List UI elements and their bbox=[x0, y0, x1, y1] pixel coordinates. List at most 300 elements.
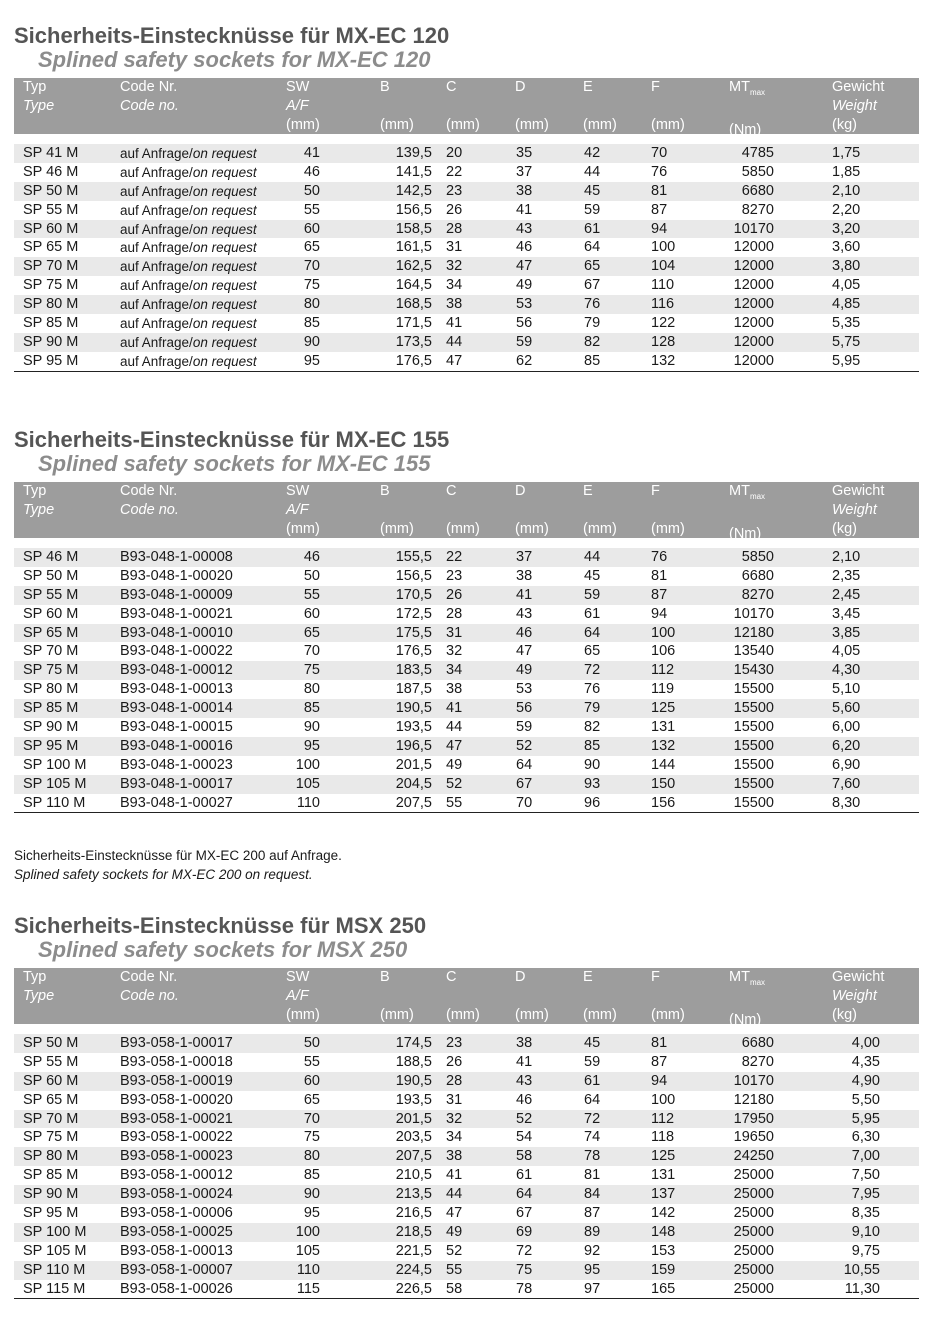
cell-weight: 6,20 bbox=[832, 737, 861, 754]
cell-b: 187,5 bbox=[395, 681, 432, 698]
table-row bbox=[14, 794, 919, 813]
header-col bbox=[286, 968, 320, 1025]
cell-e: 85 bbox=[584, 737, 601, 754]
cell-f: 76 bbox=[651, 549, 668, 565]
cell-weight: 3,85 bbox=[832, 624, 861, 641]
cell-type: SP 110 M bbox=[23, 794, 86, 811]
header-label: E bbox=[583, 969, 593, 985]
cell-c: 34 bbox=[446, 277, 463, 294]
cell-f: 125 bbox=[651, 700, 676, 717]
header-col bbox=[729, 968, 765, 1030]
note bbox=[14, 846, 342, 884]
cell-code: B93-058-1-00025 bbox=[120, 1223, 233, 1240]
cell-b: 221,5 bbox=[395, 1242, 432, 1259]
header-col bbox=[446, 482, 480, 539]
cell-code: B93-058-1-00026 bbox=[120, 1280, 233, 1297]
cell-f: 153 bbox=[651, 1242, 676, 1259]
cell-sw: 75 bbox=[303, 662, 320, 679]
cell-sw: 95 bbox=[303, 352, 320, 369]
cell-weight: 5,75 bbox=[832, 333, 861, 350]
cell-sw: 65 bbox=[303, 1091, 320, 1108]
header-label: Typ bbox=[23, 969, 47, 985]
cell-c: 49 bbox=[446, 756, 463, 773]
header-label: Type bbox=[23, 98, 55, 114]
cell-code: B93-058-1-00021 bbox=[120, 1110, 233, 1127]
cell-f: 81 bbox=[651, 567, 668, 584]
table-row bbox=[14, 1261, 919, 1280]
header-label: Code no. bbox=[120, 988, 179, 1004]
header-label: Gewicht bbox=[832, 79, 885, 95]
cell-sw: 110 bbox=[296, 1261, 320, 1278]
cell-f: 106 bbox=[651, 643, 676, 660]
cell-e: 97 bbox=[584, 1280, 601, 1297]
cell-d: 49 bbox=[516, 277, 533, 294]
cell-mt: 25000 bbox=[733, 1280, 774, 1297]
cell-b: 216,5 bbox=[395, 1205, 432, 1222]
cell-e: 81 bbox=[584, 1167, 601, 1184]
cell-weight: 2,35 bbox=[832, 567, 861, 584]
cell-weight: 5,60 bbox=[832, 700, 861, 717]
section-title-en: Splined safety sockets for MSX 250 bbox=[38, 937, 408, 962]
section-mx-ec-120 bbox=[14, 24, 919, 372]
cell-d: 38 bbox=[516, 1035, 533, 1051]
cell-c: 55 bbox=[446, 1261, 463, 1278]
cell-e: 64 bbox=[584, 239, 601, 256]
cell-type: SP 65 M bbox=[23, 624, 79, 641]
cell-e: 93 bbox=[584, 775, 601, 792]
cell-sw: 90 bbox=[303, 719, 320, 736]
header-mt-label bbox=[729, 968, 765, 992]
header-col bbox=[380, 78, 414, 135]
cell-c: 26 bbox=[446, 586, 463, 603]
cell-weight: 9,10 bbox=[851, 1223, 880, 1240]
cell-weight: 2,10 bbox=[832, 182, 861, 199]
table-header bbox=[14, 482, 919, 542]
cell-b: 188,5 bbox=[395, 1053, 432, 1070]
header-col bbox=[515, 482, 549, 539]
cell-f: 81 bbox=[651, 182, 668, 199]
cell-e: 59 bbox=[584, 201, 601, 218]
cell-c: 31 bbox=[446, 239, 463, 256]
cell-b: 193,5 bbox=[395, 1091, 432, 1108]
header-label: D bbox=[515, 483, 526, 499]
cell-b: 142,5 bbox=[395, 182, 432, 199]
cell-b: 213,5 bbox=[395, 1186, 432, 1203]
cell-sw: 85 bbox=[303, 1167, 320, 1184]
header-col bbox=[729, 482, 765, 544]
cell-d: 64 bbox=[516, 756, 533, 773]
cell-code-de: auf Anfrage/ bbox=[120, 146, 193, 161]
table-row bbox=[14, 737, 919, 756]
cell-mt: 17950 bbox=[733, 1110, 774, 1127]
cell-c: 28 bbox=[446, 605, 463, 622]
cell-type: SP 85 M bbox=[23, 315, 79, 332]
cell-weight: 5,35 bbox=[832, 315, 861, 332]
cell-b: 201,5 bbox=[395, 756, 432, 773]
cell-f: 165 bbox=[651, 1280, 676, 1297]
cell-code: B93-048-1-00014 bbox=[120, 700, 233, 717]
cell-sw: 115 bbox=[296, 1280, 320, 1297]
cell-sw: 95 bbox=[303, 1205, 320, 1222]
cell-e: 89 bbox=[584, 1223, 601, 1240]
cell-code bbox=[120, 257, 257, 276]
cell-d: 67 bbox=[516, 775, 533, 792]
cell-mt: 25000 bbox=[733, 1242, 774, 1259]
cell-d: 43 bbox=[516, 605, 533, 622]
cell-mt: 15500 bbox=[733, 681, 774, 698]
cell-code-de: auf Anfrage/ bbox=[120, 316, 193, 332]
header-col bbox=[120, 78, 179, 116]
cell-c: 34 bbox=[446, 662, 463, 679]
cell-sw: 105 bbox=[295, 1242, 320, 1259]
header-spacer bbox=[583, 987, 617, 1006]
cell-c: 32 bbox=[446, 258, 463, 275]
cell-c: 23 bbox=[446, 182, 463, 199]
cell-mt: 12180 bbox=[733, 624, 774, 641]
cell-e: 84 bbox=[584, 1186, 601, 1203]
cell-c: 26 bbox=[446, 201, 463, 218]
cell-sw: 55 bbox=[303, 1053, 320, 1070]
header-label: (mm) bbox=[515, 521, 549, 537]
cell-sw: 41 bbox=[303, 145, 320, 161]
header-spacer bbox=[515, 501, 549, 520]
cell-weight: 7,50 bbox=[851, 1167, 880, 1184]
cell-e: 85 bbox=[584, 352, 601, 369]
cell-e: 61 bbox=[584, 605, 601, 622]
cell-mt: 12000 bbox=[733, 352, 774, 369]
header-label: Code Nr. bbox=[120, 79, 178, 95]
cell-b: 183,5 bbox=[395, 662, 432, 679]
cell-d: 47 bbox=[516, 643, 533, 660]
cell-code-de: auf Anfrage/ bbox=[120, 164, 193, 180]
cell-d: 35 bbox=[516, 145, 533, 161]
table-row bbox=[14, 144, 919, 163]
cell-mt: 12000 bbox=[733, 277, 774, 294]
header-col bbox=[286, 78, 320, 135]
cell-d: 54 bbox=[516, 1129, 533, 1146]
cell-b: 162,5 bbox=[395, 258, 432, 275]
table-row bbox=[14, 756, 919, 775]
note-en: Splined safety sockets for MX-EC 200 on request. bbox=[14, 867, 313, 882]
cell-type: SP 50 M bbox=[23, 1035, 79, 1051]
cell-c: 28 bbox=[446, 220, 463, 237]
cell-type: SP 80 M bbox=[23, 296, 79, 313]
cell-type: SP 115 M bbox=[23, 1280, 86, 1297]
table-row bbox=[14, 624, 919, 643]
cell-code: B93-058-1-00006 bbox=[120, 1205, 233, 1222]
cell-d: 46 bbox=[516, 239, 533, 256]
cell-b: 207,5 bbox=[395, 794, 432, 811]
cell-b: 170,5 bbox=[395, 586, 432, 603]
cell-d: 70 bbox=[516, 794, 533, 811]
header-label: B bbox=[380, 483, 390, 499]
cell-weight: 6,30 bbox=[851, 1129, 880, 1146]
header-label: (mm) bbox=[446, 521, 480, 537]
cell-b: 161,5 bbox=[395, 239, 432, 256]
cell-mt: 25000 bbox=[733, 1205, 774, 1222]
cell-weight: 9,75 bbox=[851, 1242, 880, 1259]
cell-d: 53 bbox=[516, 681, 533, 698]
cell-code bbox=[120, 333, 257, 352]
cell-weight: 1,85 bbox=[832, 163, 861, 180]
cell-mt: 15500 bbox=[733, 719, 774, 736]
table-row bbox=[14, 642, 919, 661]
cell-sw: 70 bbox=[303, 643, 320, 660]
cell-mt: 5850 bbox=[741, 549, 774, 565]
table-row bbox=[14, 1242, 919, 1261]
cell-d: 38 bbox=[516, 567, 533, 584]
header-label: (kg) bbox=[832, 117, 857, 133]
table-body bbox=[14, 548, 919, 813]
cell-d: 46 bbox=[516, 1091, 533, 1108]
cell-sw: 85 bbox=[303, 700, 320, 717]
cell-d: 67 bbox=[516, 1205, 533, 1222]
cell-mt: 10170 bbox=[733, 605, 774, 622]
cell-code-de: auf Anfrage/ bbox=[120, 334, 193, 350]
header-label: Gewicht bbox=[832, 483, 885, 499]
cell-mt: 15500 bbox=[733, 775, 774, 792]
cell-code: B93-058-1-00019 bbox=[120, 1072, 233, 1089]
cell-f: 87 bbox=[651, 1053, 668, 1070]
cell-c: 32 bbox=[446, 1110, 463, 1127]
table-row bbox=[14, 1166, 919, 1185]
cell-c: 49 bbox=[446, 1223, 463, 1240]
cell-d: 59 bbox=[516, 333, 533, 350]
cell-b: 207,5 bbox=[395, 1148, 432, 1165]
cell-b: 176,5 bbox=[395, 352, 432, 369]
section-title-de: Sicherheits-Einstecknüsse für MX-EC 155 bbox=[14, 427, 450, 452]
cell-d: 37 bbox=[516, 163, 533, 180]
cell-mt: 24250 bbox=[733, 1148, 774, 1165]
header-col bbox=[286, 482, 320, 539]
header-label: (mm) bbox=[446, 117, 480, 133]
cell-c: 47 bbox=[446, 352, 463, 369]
cell-mt: 15430 bbox=[733, 662, 774, 679]
cell-d: 59 bbox=[516, 719, 533, 736]
table-row bbox=[14, 163, 919, 182]
table-row bbox=[14, 586, 919, 605]
header-col bbox=[651, 78, 685, 135]
header-label: Code no. bbox=[120, 98, 179, 114]
cell-c: 41 bbox=[446, 700, 463, 717]
header-label: C bbox=[446, 483, 457, 499]
cell-b: 190,5 bbox=[395, 1072, 432, 1089]
cell-sw: 85 bbox=[303, 315, 320, 332]
header-label: (Nm) bbox=[729, 1012, 762, 1028]
cell-code-de: auf Anfrage/ bbox=[120, 297, 193, 313]
cell-e: 65 bbox=[584, 258, 601, 275]
cell-e: 87 bbox=[584, 1205, 601, 1222]
header-spacer bbox=[729, 506, 765, 525]
header-mt-sub: max bbox=[749, 492, 766, 501]
header-spacer bbox=[380, 501, 414, 520]
header-label: SW bbox=[286, 483, 310, 499]
cell-type: SP 95 M bbox=[23, 1205, 79, 1222]
cell-code bbox=[120, 276, 257, 295]
table-row bbox=[14, 1223, 919, 1242]
cell-c: 44 bbox=[446, 1186, 463, 1203]
table-row bbox=[14, 1147, 919, 1166]
cell-mt: 8270 bbox=[741, 1053, 774, 1070]
table-row bbox=[14, 775, 919, 794]
cell-type: SP 60 M bbox=[23, 1072, 79, 1089]
header-col bbox=[380, 482, 414, 539]
header-label: Typ bbox=[23, 79, 47, 95]
header-col bbox=[23, 968, 54, 1006]
cell-sw: 60 bbox=[303, 220, 320, 237]
cell-d: 43 bbox=[516, 1072, 533, 1089]
cell-b: 164,5 bbox=[395, 277, 432, 294]
cell-code: B93-058-1-00024 bbox=[120, 1186, 233, 1203]
cell-type: SP 90 M bbox=[23, 333, 79, 350]
cell-sw: 50 bbox=[303, 1035, 320, 1051]
cell-code-de: auf Anfrage/ bbox=[120, 183, 193, 199]
cell-f: 70 bbox=[651, 145, 668, 161]
cell-code-en: on request bbox=[192, 334, 257, 350]
header-label: (kg) bbox=[832, 1007, 857, 1023]
cell-b: 158,5 bbox=[395, 220, 432, 237]
header-spacer bbox=[729, 992, 765, 1011]
header-spacer bbox=[515, 97, 549, 116]
header-label: Code no. bbox=[120, 502, 179, 518]
cell-code: B93-058-1-00023 bbox=[120, 1148, 233, 1165]
cell-c: 44 bbox=[446, 719, 463, 736]
header-col bbox=[446, 78, 480, 135]
table-row bbox=[14, 1204, 919, 1223]
cell-d: 62 bbox=[516, 352, 533, 369]
cell-sw: 65 bbox=[303, 624, 320, 641]
cell-e: 45 bbox=[584, 1035, 601, 1051]
cell-sw: 46 bbox=[303, 549, 320, 565]
cell-type: SP 100 M bbox=[23, 756, 87, 773]
cell-type: SP 95 M bbox=[23, 737, 79, 754]
cell-e: 64 bbox=[584, 1091, 601, 1108]
cell-weight: 2,45 bbox=[832, 586, 861, 603]
cell-weight: 3,80 bbox=[832, 258, 861, 275]
header-col bbox=[515, 78, 549, 135]
cell-type: SP 65 M bbox=[23, 1091, 79, 1108]
cell-b: 173,5 bbox=[395, 333, 432, 350]
cell-c: 52 bbox=[446, 1242, 463, 1259]
cell-weight: 3,60 bbox=[832, 239, 861, 256]
table-row bbox=[14, 699, 919, 718]
table-row bbox=[14, 1091, 919, 1110]
cell-e: 65 bbox=[584, 643, 601, 660]
cell-code: B93-058-1-00007 bbox=[120, 1261, 233, 1278]
cell-d: 46 bbox=[516, 624, 533, 641]
cell-d: 47 bbox=[516, 258, 533, 275]
table-row bbox=[14, 1034, 919, 1053]
cell-c: 34 bbox=[446, 1129, 463, 1146]
cell-sw: 75 bbox=[303, 1129, 320, 1146]
cell-code-en: on request bbox=[192, 297, 257, 313]
header-label: A/F bbox=[286, 502, 309, 518]
header-label: A/F bbox=[286, 98, 309, 114]
cell-mt: 6680 bbox=[741, 182, 774, 199]
cell-weight: 3,20 bbox=[832, 220, 861, 237]
cell-sw: 110 bbox=[296, 794, 320, 811]
cell-sw: 90 bbox=[303, 333, 320, 350]
cell-weight: 11,30 bbox=[844, 1280, 880, 1297]
cell-mt: 25000 bbox=[733, 1223, 774, 1240]
cell-mt: 13540 bbox=[733, 643, 774, 660]
cell-f: 100 bbox=[651, 239, 676, 256]
cell-code: B93-048-1-00027 bbox=[120, 794, 233, 811]
header-spacer bbox=[583, 501, 617, 520]
cell-f: 104 bbox=[651, 258, 676, 275]
header-label: (mm) bbox=[515, 117, 549, 133]
cell-c: 47 bbox=[446, 737, 463, 754]
cell-mt: 12000 bbox=[733, 258, 774, 275]
cell-f: 112 bbox=[651, 1110, 675, 1127]
cell-code-en: on request bbox=[192, 240, 257, 256]
cell-mt: 5850 bbox=[741, 163, 774, 180]
cell-sw: 70 bbox=[303, 1110, 320, 1127]
header-col bbox=[120, 482, 179, 520]
cell-f: 137 bbox=[651, 1186, 676, 1203]
cell-c: 52 bbox=[446, 775, 463, 792]
cell-d: 53 bbox=[516, 296, 533, 313]
header-label: Weight bbox=[832, 988, 877, 1004]
cell-d: 41 bbox=[516, 1053, 533, 1070]
cell-code-en: on request bbox=[192, 164, 257, 180]
header-label: Weight bbox=[832, 98, 877, 114]
table-row bbox=[14, 605, 919, 624]
header-label: (Nm) bbox=[729, 122, 762, 138]
cell-code: B93-048-1-00009 bbox=[120, 586, 233, 603]
table-row bbox=[14, 257, 919, 276]
section-mx-ec-155 bbox=[14, 428, 919, 813]
cell-sw: 95 bbox=[303, 737, 320, 754]
cell-mt: 4785 bbox=[741, 145, 774, 161]
cell-type: SP 100 M bbox=[23, 1223, 87, 1240]
cell-sw: 90 bbox=[303, 1186, 320, 1203]
cell-e: 82 bbox=[584, 719, 601, 736]
cell-e: 72 bbox=[584, 662, 601, 679]
cell-b: 155,5 bbox=[395, 549, 432, 565]
cell-f: 100 bbox=[651, 1091, 676, 1108]
cell-type: SP 80 M bbox=[23, 1148, 79, 1165]
cell-f: 76 bbox=[651, 163, 668, 180]
cell-f: 125 bbox=[651, 1148, 676, 1165]
cell-sw: 46 bbox=[303, 163, 320, 180]
cell-e: 90 bbox=[584, 756, 601, 773]
cell-code-en: on request bbox=[192, 259, 257, 275]
header-spacer bbox=[380, 97, 414, 116]
cell-type: SP 80 M bbox=[23, 681, 79, 698]
table-row bbox=[14, 201, 919, 220]
cell-e: 96 bbox=[584, 794, 601, 811]
header-label: C bbox=[446, 79, 457, 95]
table-row bbox=[14, 1280, 919, 1299]
cell-type: SP 60 M bbox=[23, 605, 79, 622]
cell-b: 210,5 bbox=[395, 1167, 432, 1184]
cell-mt: 6680 bbox=[741, 1035, 774, 1051]
header-spacer bbox=[651, 987, 685, 1006]
cell-e: 67 bbox=[584, 277, 601, 294]
cell-code-en: on request bbox=[192, 221, 257, 237]
cell-sw: 75 bbox=[303, 277, 320, 294]
cell-b: 193,5 bbox=[395, 719, 432, 736]
cell-weight: 5,50 bbox=[851, 1091, 880, 1108]
cell-e: 76 bbox=[584, 681, 601, 698]
cell-code: B93-048-1-00020 bbox=[120, 567, 233, 584]
cell-c: 23 bbox=[446, 567, 463, 584]
header-spacer bbox=[729, 102, 765, 121]
cell-e: 92 bbox=[584, 1242, 601, 1259]
cell-d: 75 bbox=[516, 1261, 533, 1278]
cell-b: 203,5 bbox=[395, 1129, 432, 1146]
